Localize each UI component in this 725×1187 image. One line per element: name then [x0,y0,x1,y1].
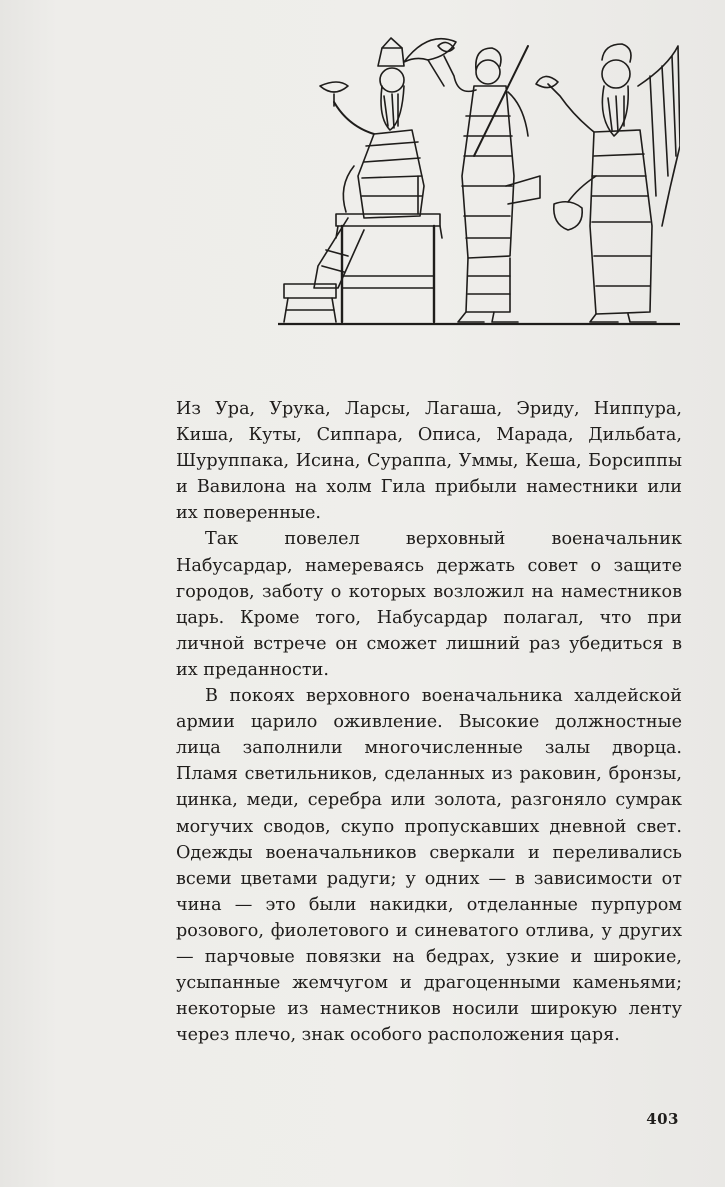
paragraph-1: Из Ура, Урука, Ларсы, Лагаша, Эриду, Ниппура, Киша, Куты, Сиппара, Описа, Марада, Дильбата, Шуруппака, Исина, Сураппа, Уммы, Кеша, Борсиппы и Вавилона на холм Гила прибыли наместники или их поверенные. [176,399,682,524]
assyrian-relief-king-with-attendants-icon [278,26,680,331]
paragraph-2: Так повелел верховный военачальник Набусардар, намереваясь держать совет о защите городов, заботу о которых возложил на наместников царь. Кроме того, Набусардар полагал, что при личной встрече он сможет лишний раз убедиться в их преданности. [176,529,682,680]
page-number: 403 [646,1110,679,1128]
body-text [176,396,682,1048]
paragraph-3: В покоях верховного военачальника халдейской армии царило оживление. Высокие должностные лица заполнили многочисленные залы дворца. Пламя светильников, сделанных из раковин, бронзы, цинка, меди, серебра или золота, разгоняло сумрак могучих сводов, скупо пропускавших дневной свет. Одежды военачальников сверкали и переливались всеми цветами радуги; у одних — в зависимости от чина — это были накидки, отделанные пурпуром розового, фиолетового и синеватого отлива, у других — парчовые повязки на бедрах, узкие и широкие, усыпанные жемчугом и драгоценными каменьями; некоторые из наместников носили широкую ленту через плечо, знак особого расположения царя. [176,686,682,1046]
